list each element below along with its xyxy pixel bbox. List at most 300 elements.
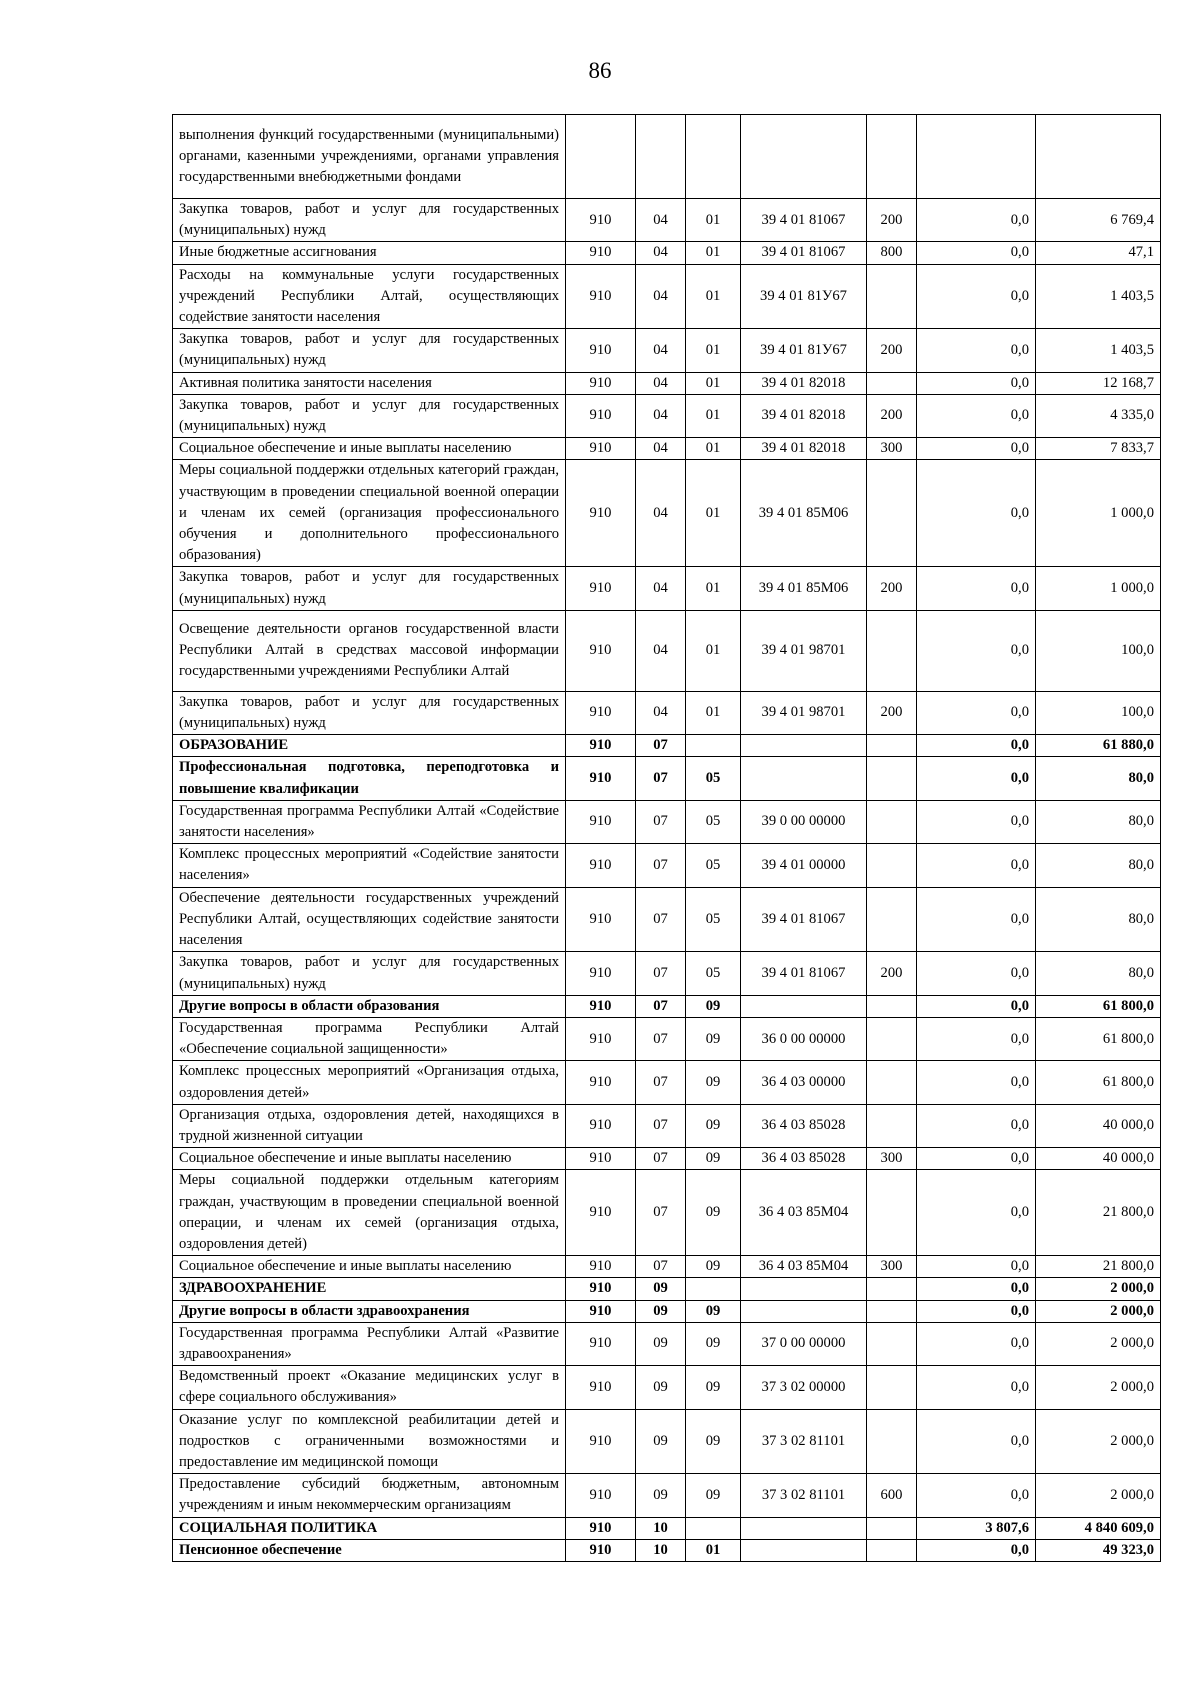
row-subsection-code: 09 bbox=[686, 1017, 741, 1060]
row-name: Пенсионное обеспечение bbox=[173, 1539, 566, 1561]
row-expense-type-code bbox=[867, 995, 917, 1017]
row-amount-1: 0,0 bbox=[917, 438, 1036, 460]
row-expense-type-code: 300 bbox=[867, 1148, 917, 1170]
row-amount-2: 80,0 bbox=[1036, 844, 1161, 887]
row-grbs-code: 910 bbox=[566, 1474, 636, 1517]
row-name: СОЦИАЛЬНАЯ ПОЛИТИКА bbox=[173, 1517, 566, 1539]
row-grbs-code: 910 bbox=[566, 887, 636, 952]
row-grbs-code: 910 bbox=[566, 1409, 636, 1474]
row-subsection-code: 09 bbox=[686, 1104, 741, 1147]
row-name: Освещение деятельности органов государственной власти Республики Алтай в средствах массовой информации государственными учреждениями Республики Алтай bbox=[173, 610, 566, 691]
row-expense-type-code bbox=[867, 1170, 917, 1256]
row-expense-type-code: 200 bbox=[867, 199, 917, 242]
table-row bbox=[173, 952, 1161, 995]
row-name: Государственная программа Республики Алтай «Развитие здравоохранения» bbox=[173, 1322, 566, 1365]
row-name: Социальное обеспечение и иные выплаты населению bbox=[173, 1256, 566, 1278]
row-name: Организация отдыха, оздоровления детей, находящихся в трудной жизненной ситуации bbox=[173, 1104, 566, 1147]
row-grbs-code: 910 bbox=[566, 800, 636, 843]
row-name: Предоставление субсидий бюджетным, автономным учреждениям и иным некоммерческим организациям bbox=[173, 1474, 566, 1517]
row-section-code: 07 bbox=[636, 844, 686, 887]
row-name: Закупка товаров, работ и услуг для государственных (муниципальных) нужд bbox=[173, 952, 566, 995]
row-expense-type-code bbox=[867, 1517, 917, 1539]
row-subsection-code: 01 bbox=[686, 567, 741, 610]
table-row bbox=[173, 1300, 1161, 1322]
row-target-article-code: 39 4 01 82018 bbox=[741, 394, 867, 437]
row-amount-2: 61 800,0 bbox=[1036, 1061, 1161, 1104]
row-grbs-code: 910 bbox=[566, 1300, 636, 1322]
row-grbs-code: 910 bbox=[566, 757, 636, 800]
row-section-code: 09 bbox=[636, 1322, 686, 1365]
table-row bbox=[173, 757, 1161, 800]
row-target-article-code: 36 4 03 85М04 bbox=[741, 1256, 867, 1278]
table-row bbox=[173, 242, 1161, 264]
row-target-article-code: 39 4 01 82018 bbox=[741, 372, 867, 394]
row-section-code bbox=[636, 115, 686, 199]
row-subsection-code: 01 bbox=[686, 691, 741, 734]
row-name: Государственная программа Республики Алтай «Содействие занятости населения» bbox=[173, 800, 566, 843]
row-amount-2: 2 000,0 bbox=[1036, 1278, 1161, 1300]
row-amount-1: 0,0 bbox=[917, 372, 1036, 394]
row-name: выполнения функций государственными (муниципальными) органами, казенными учреждениями, органами управления государственными внебюджетными фондами bbox=[173, 115, 566, 199]
row-amount-1: 0,0 bbox=[917, 1278, 1036, 1300]
row-name: Социальное обеспечение и иные выплаты населению bbox=[173, 1148, 566, 1170]
row-subsection-code: 01 bbox=[686, 264, 741, 329]
row-expense-type-code bbox=[867, 735, 917, 757]
table-row bbox=[173, 995, 1161, 1017]
row-section-code: 07 bbox=[636, 1256, 686, 1278]
row-amount-2: 80,0 bbox=[1036, 887, 1161, 952]
row-amount-2: 1 000,0 bbox=[1036, 460, 1161, 567]
row-amount-2: 40 000,0 bbox=[1036, 1148, 1161, 1170]
row-target-article-code: 36 4 03 00000 bbox=[741, 1061, 867, 1104]
row-grbs-code: 910 bbox=[566, 567, 636, 610]
table-row bbox=[173, 1148, 1161, 1170]
row-amount-1: 0,0 bbox=[917, 995, 1036, 1017]
row-amount-2: 61 880,0 bbox=[1036, 735, 1161, 757]
row-grbs-code: 910 bbox=[566, 844, 636, 887]
table-row bbox=[173, 372, 1161, 394]
row-amount-2: 100,0 bbox=[1036, 610, 1161, 691]
row-subsection-code: 01 bbox=[686, 1539, 741, 1561]
row-amount-2: 49 323,0 bbox=[1036, 1539, 1161, 1561]
row-target-article-code: 37 0 00 00000 bbox=[741, 1322, 867, 1365]
row-grbs-code: 910 bbox=[566, 1061, 636, 1104]
row-amount-1: 0,0 bbox=[917, 1017, 1036, 1060]
row-section-code: 07 bbox=[636, 1061, 686, 1104]
row-section-code: 04 bbox=[636, 242, 686, 264]
table-row bbox=[173, 691, 1161, 734]
row-section-code: 07 bbox=[636, 995, 686, 1017]
row-expense-type-code: 200 bbox=[867, 394, 917, 437]
row-amount-2: 40 000,0 bbox=[1036, 1104, 1161, 1147]
row-subsection-code bbox=[686, 1278, 741, 1300]
row-subsection-code: 01 bbox=[686, 438, 741, 460]
row-section-code: 09 bbox=[636, 1300, 686, 1322]
row-expense-type-code bbox=[867, 1366, 917, 1409]
row-grbs-code: 910 bbox=[566, 1170, 636, 1256]
row-amount-1: 0,0 bbox=[917, 460, 1036, 567]
row-section-code: 04 bbox=[636, 460, 686, 567]
row-subsection-code: 09 bbox=[686, 1148, 741, 1170]
row-target-article-code: 39 4 01 81У67 bbox=[741, 329, 867, 372]
row-target-article-code bbox=[741, 995, 867, 1017]
row-expense-type-code bbox=[867, 460, 917, 567]
row-target-article-code: 37 3 02 81101 bbox=[741, 1474, 867, 1517]
row-grbs-code: 910 bbox=[566, 394, 636, 437]
row-amount-2: 47,1 bbox=[1036, 242, 1161, 264]
table-row bbox=[173, 567, 1161, 610]
row-amount-1: 0,0 bbox=[917, 735, 1036, 757]
row-section-code: 07 bbox=[636, 757, 686, 800]
row-grbs-code: 910 bbox=[566, 242, 636, 264]
row-name: Меры социальной поддержки отдельным категориям граждан, участвующим в проведении специальной военной операции, и членам их семей (организация отдыха, оздоровления детей) bbox=[173, 1170, 566, 1256]
table-row bbox=[173, 1256, 1161, 1278]
row-target-article-code: 39 4 01 00000 bbox=[741, 844, 867, 887]
budget-table bbox=[172, 114, 1161, 1562]
row-amount-1: 0,0 bbox=[917, 887, 1036, 952]
row-subsection-code: 01 bbox=[686, 329, 741, 372]
row-section-code: 04 bbox=[636, 372, 686, 394]
row-amount-2: 80,0 bbox=[1036, 757, 1161, 800]
row-target-article-code: 37 3 02 00000 bbox=[741, 1366, 867, 1409]
row-amount-2: 61 800,0 bbox=[1036, 1017, 1161, 1060]
row-grbs-code: 910 bbox=[566, 460, 636, 567]
row-amount-1: 0,0 bbox=[917, 844, 1036, 887]
row-name: Закупка товаров, работ и услуг для государственных (муниципальных) нужд bbox=[173, 199, 566, 242]
row-amount-1: 0,0 bbox=[917, 1104, 1036, 1147]
table-row bbox=[173, 329, 1161, 372]
row-name: Комплекс процессных мероприятий «Организация отдыха, оздоровления детей» bbox=[173, 1061, 566, 1104]
row-grbs-code: 910 bbox=[566, 438, 636, 460]
row-grbs-code: 910 bbox=[566, 1322, 636, 1365]
table-row bbox=[173, 460, 1161, 567]
row-name: Закупка товаров, работ и услуг для государственных (муниципальных) нужд bbox=[173, 329, 566, 372]
row-amount-1: 0,0 bbox=[917, 1148, 1036, 1170]
row-target-article-code: 39 4 01 81067 bbox=[741, 887, 867, 952]
table-row bbox=[173, 1322, 1161, 1365]
row-grbs-code: 910 bbox=[566, 1148, 636, 1170]
row-grbs-code: 910 bbox=[566, 691, 636, 734]
row-grbs-code: 910 bbox=[566, 372, 636, 394]
table-row bbox=[173, 438, 1161, 460]
row-expense-type-code: 200 bbox=[867, 567, 917, 610]
row-expense-type-code bbox=[867, 1539, 917, 1561]
row-subsection-code: 09 bbox=[686, 1300, 741, 1322]
row-section-code: 04 bbox=[636, 264, 686, 329]
row-expense-type-code: 300 bbox=[867, 1256, 917, 1278]
table-row bbox=[173, 1170, 1161, 1256]
row-amount-1: 0,0 bbox=[917, 264, 1036, 329]
row-section-code: 04 bbox=[636, 199, 686, 242]
row-expense-type-code bbox=[867, 1278, 917, 1300]
table-row bbox=[173, 1278, 1161, 1300]
row-subsection-code: 05 bbox=[686, 757, 741, 800]
row-expense-type-code bbox=[867, 610, 917, 691]
row-name: Иные бюджетные ассигнования bbox=[173, 242, 566, 264]
table-row bbox=[173, 115, 1161, 199]
row-section-code: 07 bbox=[636, 1104, 686, 1147]
row-name: Государственная программа Республики Алтай «Обеспечение социальной защищенности» bbox=[173, 1017, 566, 1060]
row-expense-type-code bbox=[867, 264, 917, 329]
row-amount-1: 0,0 bbox=[917, 199, 1036, 242]
row-target-article-code bbox=[741, 1300, 867, 1322]
row-subsection-code: 09 bbox=[686, 1170, 741, 1256]
row-subsection-code bbox=[686, 115, 741, 199]
row-section-code: 09 bbox=[636, 1474, 686, 1517]
table-row bbox=[173, 844, 1161, 887]
row-amount-1: 0,0 bbox=[917, 610, 1036, 691]
row-amount-2: 7 833,7 bbox=[1036, 438, 1161, 460]
row-target-article-code: 36 4 03 85028 bbox=[741, 1104, 867, 1147]
row-expense-type-code bbox=[867, 115, 917, 199]
row-name: Расходы на коммунальные услуги государственных учреждений Республики Алтай, осуществляющих содействие занятости населения bbox=[173, 264, 566, 329]
table-body bbox=[173, 115, 1161, 1562]
row-expense-type-code bbox=[867, 1322, 917, 1365]
row-subsection-code: 09 bbox=[686, 1366, 741, 1409]
row-amount-1: 0,0 bbox=[917, 242, 1036, 264]
row-amount-1: 0,0 bbox=[917, 1474, 1036, 1517]
row-expense-type-code bbox=[867, 887, 917, 952]
row-section-code: 10 bbox=[636, 1517, 686, 1539]
row-subsection-code: 01 bbox=[686, 610, 741, 691]
row-target-article-code: 39 4 01 98701 bbox=[741, 691, 867, 734]
row-expense-type-code bbox=[867, 800, 917, 843]
row-amount-1: 0,0 bbox=[917, 1366, 1036, 1409]
row-target-article-code bbox=[741, 735, 867, 757]
row-amount-2: 6 769,4 bbox=[1036, 199, 1161, 242]
row-name: ОБРАЗОВАНИЕ bbox=[173, 735, 566, 757]
row-target-article-code: 39 4 01 81067 bbox=[741, 199, 867, 242]
row-subsection-code bbox=[686, 735, 741, 757]
row-grbs-code: 910 bbox=[566, 1256, 636, 1278]
row-amount-2: 2 000,0 bbox=[1036, 1322, 1161, 1365]
table-row bbox=[173, 1366, 1161, 1409]
row-section-code: 07 bbox=[636, 952, 686, 995]
row-amount-1: 0,0 bbox=[917, 1256, 1036, 1278]
row-amount-1: 3 807,6 bbox=[917, 1517, 1036, 1539]
row-target-article-code: 39 4 01 81067 bbox=[741, 952, 867, 995]
row-target-article-code: 39 4 01 81У67 bbox=[741, 264, 867, 329]
row-target-article-code: 37 3 02 81101 bbox=[741, 1409, 867, 1474]
row-target-article-code: 36 0 00 00000 bbox=[741, 1017, 867, 1060]
table-row bbox=[173, 394, 1161, 437]
row-amount-2: 12 168,7 bbox=[1036, 372, 1161, 394]
table-row bbox=[173, 1517, 1161, 1539]
row-section-code: 07 bbox=[636, 735, 686, 757]
row-amount-2: 80,0 bbox=[1036, 952, 1161, 995]
row-section-code: 07 bbox=[636, 1170, 686, 1256]
row-amount-1: 0,0 bbox=[917, 567, 1036, 610]
table-row bbox=[173, 199, 1161, 242]
row-grbs-code: 910 bbox=[566, 1278, 636, 1300]
row-name: Активная политика занятости населения bbox=[173, 372, 566, 394]
row-amount-2: 2 000,0 bbox=[1036, 1474, 1161, 1517]
table-row bbox=[173, 264, 1161, 329]
table-row bbox=[173, 1061, 1161, 1104]
row-expense-type-code bbox=[867, 844, 917, 887]
row-name: Закупка товаров, работ и услуг для государственных (муниципальных) нужд bbox=[173, 691, 566, 734]
table-row bbox=[173, 1474, 1161, 1517]
row-amount-2: 2 000,0 bbox=[1036, 1409, 1161, 1474]
row-section-code: 09 bbox=[636, 1409, 686, 1474]
row-name: Оказание услуг по комплексной реабилитации детей и подростков с ограниченными возможностями и предоставление им медицинской помощи bbox=[173, 1409, 566, 1474]
row-section-code: 07 bbox=[636, 1148, 686, 1170]
row-subsection-code: 05 bbox=[686, 952, 741, 995]
row-target-article-code: 39 4 01 81067 bbox=[741, 242, 867, 264]
row-grbs-code: 910 bbox=[566, 1017, 636, 1060]
row-expense-type-code bbox=[867, 1017, 917, 1060]
row-subsection-code: 09 bbox=[686, 1061, 741, 1104]
row-amount-1: 0,0 bbox=[917, 1170, 1036, 1256]
row-subsection-code: 05 bbox=[686, 800, 741, 843]
row-target-article-code bbox=[741, 1517, 867, 1539]
row-expense-type-code bbox=[867, 1061, 917, 1104]
row-target-article-code: 39 4 01 82018 bbox=[741, 438, 867, 460]
row-subsection-code: 01 bbox=[686, 199, 741, 242]
row-name: Профессиональная подготовка, переподготовка и повышение квалификации bbox=[173, 757, 566, 800]
row-amount-1: 0,0 bbox=[917, 691, 1036, 734]
row-section-code: 09 bbox=[636, 1278, 686, 1300]
row-grbs-code: 910 bbox=[566, 264, 636, 329]
row-name: Другие вопросы в области образования bbox=[173, 995, 566, 1017]
row-expense-type-code: 200 bbox=[867, 952, 917, 995]
row-amount-1: 0,0 bbox=[917, 800, 1036, 843]
row-expense-type-code: 200 bbox=[867, 691, 917, 734]
row-amount-1: 0,0 bbox=[917, 757, 1036, 800]
row-subsection-code: 01 bbox=[686, 460, 741, 567]
row-subsection-code: 09 bbox=[686, 1409, 741, 1474]
row-expense-type-code bbox=[867, 1300, 917, 1322]
row-amount-2: 80,0 bbox=[1036, 800, 1161, 843]
row-target-article-code: 39 4 01 98701 bbox=[741, 610, 867, 691]
row-subsection-code: 09 bbox=[686, 1256, 741, 1278]
row-amount-1 bbox=[917, 115, 1036, 199]
row-name: Закупка товаров, работ и услуг для государственных (муниципальных) нужд bbox=[173, 567, 566, 610]
row-grbs-code: 910 bbox=[566, 952, 636, 995]
row-expense-type-code bbox=[867, 1104, 917, 1147]
row-subsection-code: 05 bbox=[686, 844, 741, 887]
row-subsection-code bbox=[686, 1517, 741, 1539]
row-section-code: 04 bbox=[636, 438, 686, 460]
row-amount-1: 0,0 bbox=[917, 394, 1036, 437]
row-subsection-code: 01 bbox=[686, 394, 741, 437]
row-grbs-code: 910 bbox=[566, 1517, 636, 1539]
row-amount-2: 21 800,0 bbox=[1036, 1256, 1161, 1278]
row-name: Социальное обеспечение и иные выплаты населению bbox=[173, 438, 566, 460]
row-amount-1: 0,0 bbox=[917, 1061, 1036, 1104]
table-row bbox=[173, 800, 1161, 843]
row-target-article-code: 39 0 00 00000 bbox=[741, 800, 867, 843]
row-amount-2: 2 000,0 bbox=[1036, 1300, 1161, 1322]
row-grbs-code: 910 bbox=[566, 329, 636, 372]
row-expense-type-code bbox=[867, 1409, 917, 1474]
table-row bbox=[173, 1539, 1161, 1561]
row-expense-type-code: 600 bbox=[867, 1474, 917, 1517]
row-section-code: 04 bbox=[636, 691, 686, 734]
table-row bbox=[173, 610, 1161, 691]
row-target-article-code: 36 4 03 85028 bbox=[741, 1148, 867, 1170]
row-amount-2 bbox=[1036, 115, 1161, 199]
row-section-code: 04 bbox=[636, 329, 686, 372]
row-amount-1: 0,0 bbox=[917, 952, 1036, 995]
row-target-article-code: 36 4 03 85М04 bbox=[741, 1170, 867, 1256]
row-grbs-code: 910 bbox=[566, 199, 636, 242]
row-amount-1: 0,0 bbox=[917, 1409, 1036, 1474]
row-amount-2: 61 800,0 bbox=[1036, 995, 1161, 1017]
row-target-article-code: 39 4 01 85М06 bbox=[741, 460, 867, 567]
row-expense-type-code bbox=[867, 757, 917, 800]
row-grbs-code: 910 bbox=[566, 995, 636, 1017]
row-name: Комплекс процессных мероприятий «Содействие занятости населения» bbox=[173, 844, 566, 887]
row-grbs-code bbox=[566, 115, 636, 199]
row-name: Обеспечение деятельности государственных учреждений Республики Алтай, осуществляющих содействие занятости населения bbox=[173, 887, 566, 952]
row-name: ЗДРАВООХРАНЕНИЕ bbox=[173, 1278, 566, 1300]
row-section-code: 04 bbox=[636, 567, 686, 610]
row-target-article-code: 39 4 01 85М06 bbox=[741, 567, 867, 610]
row-section-code: 07 bbox=[636, 1017, 686, 1060]
row-amount-2: 2 000,0 bbox=[1036, 1366, 1161, 1409]
row-name: Закупка товаров, работ и услуг для государственных (муниципальных) нужд bbox=[173, 394, 566, 437]
row-subsection-code: 01 bbox=[686, 372, 741, 394]
row-name: Меры социальной поддержки отдельных категорий граждан, участвующим в проведении специальной военной операции и членам их семей (организация профессионального обучения и дополнительного профессионального образования) bbox=[173, 460, 566, 567]
row-amount-2: 21 800,0 bbox=[1036, 1170, 1161, 1256]
table-row bbox=[173, 887, 1161, 952]
row-amount-2: 4 335,0 bbox=[1036, 394, 1161, 437]
row-grbs-code: 910 bbox=[566, 735, 636, 757]
row-amount-2: 4 840 609,0 bbox=[1036, 1517, 1161, 1539]
row-expense-type-code: 800 bbox=[867, 242, 917, 264]
row-section-code: 07 bbox=[636, 800, 686, 843]
row-amount-2: 1 403,5 bbox=[1036, 329, 1161, 372]
row-grbs-code: 910 bbox=[566, 1539, 636, 1561]
row-section-code: 10 bbox=[636, 1539, 686, 1561]
table-row bbox=[173, 1017, 1161, 1060]
row-amount-2: 1 000,0 bbox=[1036, 567, 1161, 610]
row-name: Ведомственный проект «Оказание медицинских услуг в сфере социального обслуживания» bbox=[173, 1366, 566, 1409]
row-target-article-code bbox=[741, 115, 867, 199]
row-grbs-code: 910 bbox=[566, 1366, 636, 1409]
row-subsection-code: 09 bbox=[686, 1474, 741, 1517]
row-grbs-code: 910 bbox=[566, 610, 636, 691]
page-number: 86 bbox=[588, 58, 612, 83]
table-row bbox=[173, 735, 1161, 757]
row-name: Другие вопросы в области здравоохранения bbox=[173, 1300, 566, 1322]
table-row bbox=[173, 1409, 1161, 1474]
row-section-code: 04 bbox=[636, 394, 686, 437]
row-target-article-code bbox=[741, 757, 867, 800]
row-section-code: 07 bbox=[636, 887, 686, 952]
row-section-code: 09 bbox=[636, 1366, 686, 1409]
row-amount-1: 0,0 bbox=[917, 1539, 1036, 1561]
row-target-article-code bbox=[741, 1539, 867, 1561]
row-amount-1: 0,0 bbox=[917, 1300, 1036, 1322]
row-expense-type-code bbox=[867, 372, 917, 394]
row-subsection-code: 05 bbox=[686, 887, 741, 952]
row-subsection-code: 01 bbox=[686, 242, 741, 264]
row-grbs-code: 910 bbox=[566, 1104, 636, 1147]
row-target-article-code bbox=[741, 1278, 867, 1300]
table-row bbox=[173, 1104, 1161, 1147]
row-amount-2: 1 403,5 bbox=[1036, 264, 1161, 329]
row-subsection-code: 09 bbox=[686, 1322, 741, 1365]
row-expense-type-code: 300 bbox=[867, 438, 917, 460]
row-section-code: 04 bbox=[636, 610, 686, 691]
row-amount-1: 0,0 bbox=[917, 1322, 1036, 1365]
row-subsection-code: 09 bbox=[686, 995, 741, 1017]
row-expense-type-code: 200 bbox=[867, 329, 917, 372]
row-amount-2: 100,0 bbox=[1036, 691, 1161, 734]
row-amount-1: 0,0 bbox=[917, 329, 1036, 372]
